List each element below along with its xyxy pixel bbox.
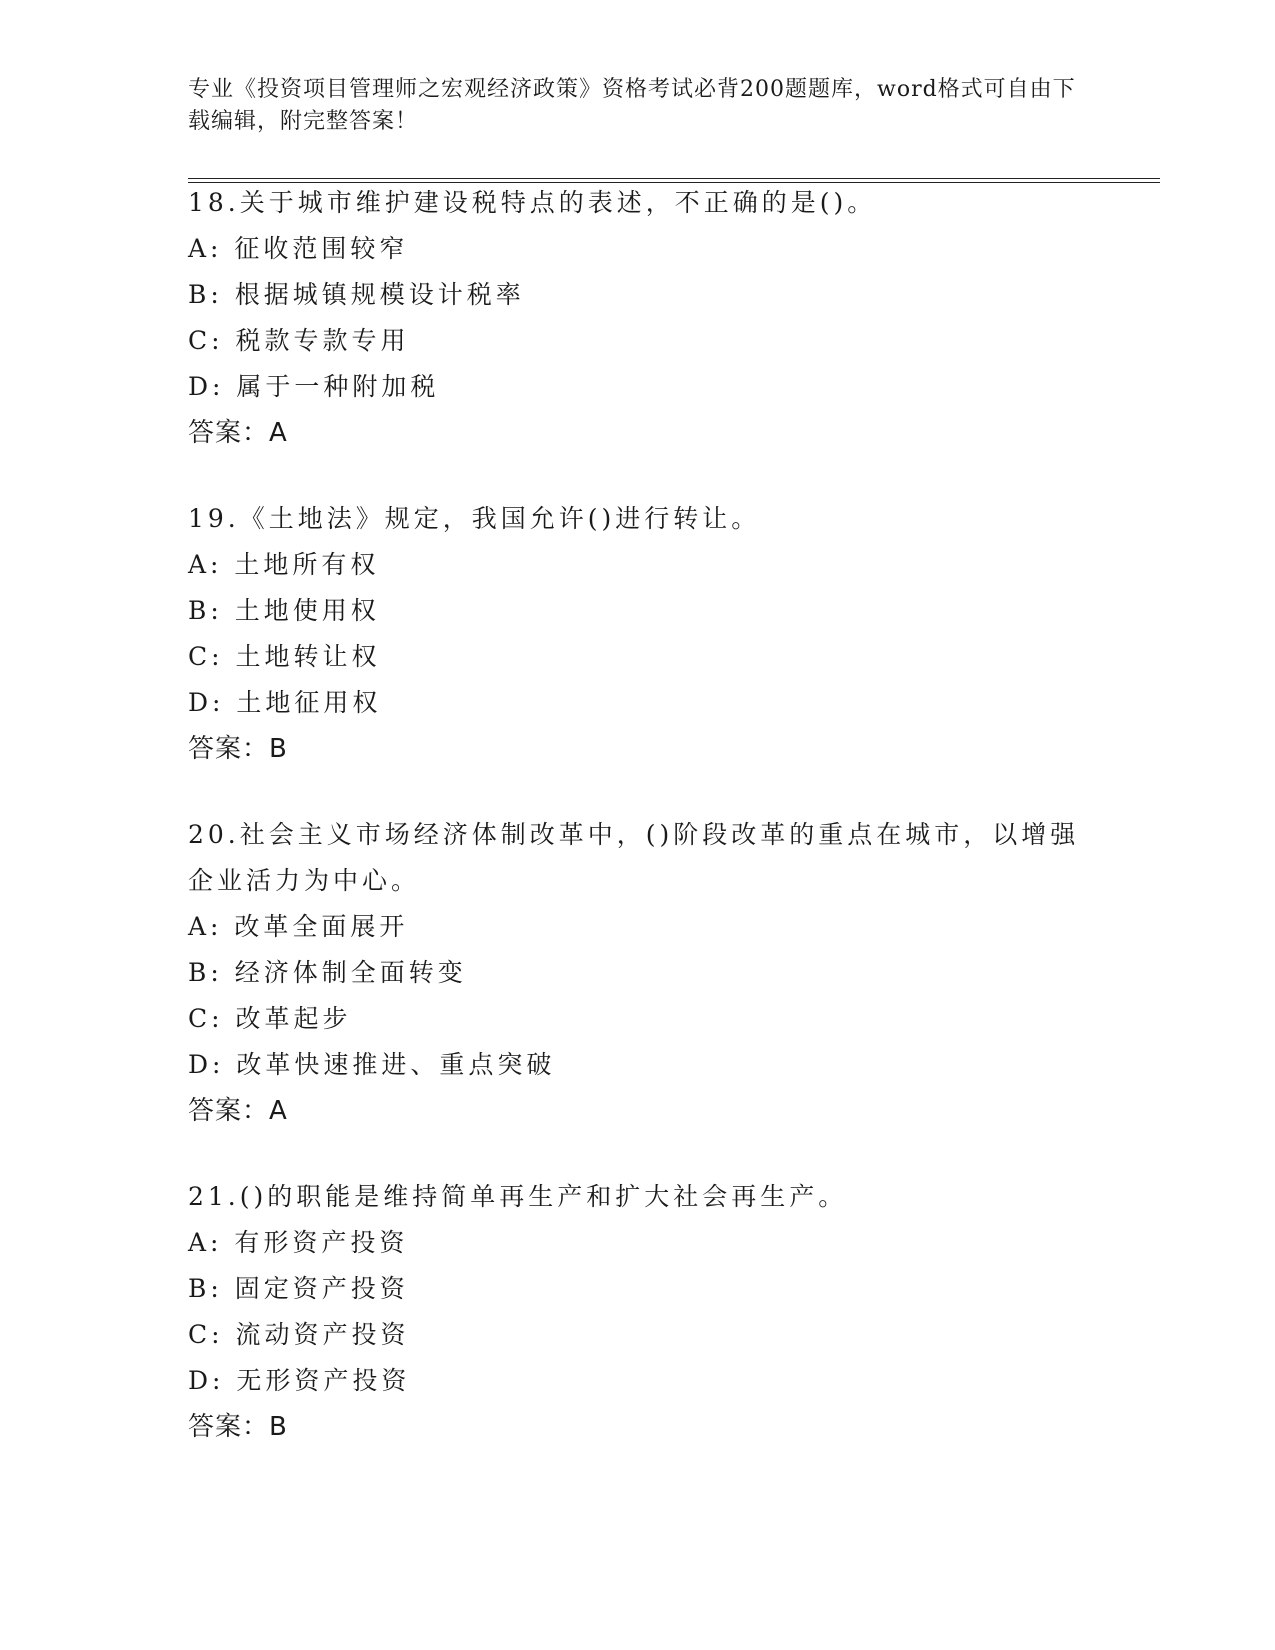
option-b: B: 固定资产投资 xyxy=(188,1274,409,1303)
option-c: C: 土地转让权 xyxy=(188,642,381,671)
question-stem: 20.社会主义市场经济体制改革中，()阶段改革的重点在城市，以增强企业活力为中心。 xyxy=(188,820,1080,895)
question-block xyxy=(188,812,1088,1134)
option-d: D: 改革快速推进、重点突破 xyxy=(188,1050,556,1079)
option-a: A: 土地所有权 xyxy=(188,550,380,579)
question-stem: 18.关于城市维护建设税特点的表述，不正确的是()。 xyxy=(188,188,877,217)
option-c: C: 税款专款专用 xyxy=(188,326,410,355)
answer: 答案：B xyxy=(188,1412,288,1442)
option-b: B: 根据城镇规模设计税率 xyxy=(188,280,525,309)
answer: 答案：A xyxy=(188,1096,288,1126)
answer: 答案：B xyxy=(188,734,288,764)
option-b: B: 土地使用权 xyxy=(188,596,380,625)
option-c: C: 流动资产投资 xyxy=(188,1320,410,1349)
option-b: B: 经济体制全面转变 xyxy=(188,958,467,987)
question-block xyxy=(188,1174,1088,1450)
question-block xyxy=(188,180,1088,456)
question-block xyxy=(188,496,1088,772)
document-header: 专业《投资项目管理师之宏观经济政策》资格考试必背200题题库，word格式可自由下载编辑，附完整答案！ xyxy=(188,77,1076,134)
option-c: C: 改革起步 xyxy=(188,1004,352,1033)
option-a: A: 征收范围较窄 xyxy=(188,234,409,263)
option-a: A: 有形资产投资 xyxy=(188,1228,409,1257)
question-stem: 21.()的职能是维持简单再生产和扩大社会再生产。 xyxy=(188,1182,848,1211)
option-d: D: 土地征用权 xyxy=(188,688,382,717)
question-stem: 19.《土地法》规定，我国允许()进行转让。 xyxy=(188,504,761,533)
answer: 答案：A xyxy=(188,418,288,448)
option-a: A: 改革全面展开 xyxy=(188,912,409,941)
option-d: D: 无形资产投资 xyxy=(188,1366,411,1395)
option-d: D: 属于一种附加税 xyxy=(188,372,440,401)
